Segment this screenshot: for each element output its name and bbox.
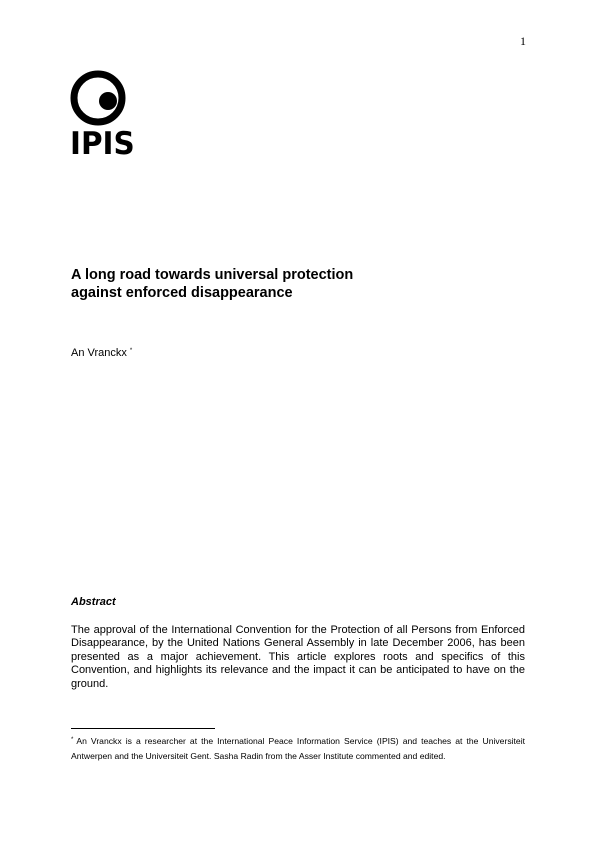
footnote-marker: * — [71, 737, 74, 743]
abstract-body: The approval of the International Convention for the Protection of all Persons from Enforced Disappearance, by the United Nations General Assembly in late December 2006, has been presented as a major achievement. This article explores roots and specifics of this Convention, and highlights its relevance and the impact it can be anticipated to have on the ground. — [71, 624, 525, 690]
footnote-divider — [71, 728, 215, 729]
document-title — [71, 266, 511, 302]
title-line-2: against enforced disappearance — [71, 285, 293, 301]
logo-text: IPIS — [70, 126, 135, 162]
footnote-text: An Vranckx is a researcher at the International Peace Information Service (IPIS) and teaches at the Universiteit Antwerpen and the Universiteit Gent. Sasha Radin from the Asser Institute commented and edited. — [71, 736, 525, 761]
page-number: 1 — [520, 34, 526, 48]
author-footnote-marker: * — [129, 348, 133, 354]
author-name: An Vranckx — [71, 347, 127, 359]
footnote — [71, 735, 525, 762]
author — [71, 347, 132, 362]
title-line-1: A long road towards universal protection — [71, 267, 354, 283]
abstract-heading: Abstract — [71, 596, 116, 608]
ipis-logo-mark-icon — [70, 70, 130, 128]
ipis-logo — [70, 70, 135, 162]
